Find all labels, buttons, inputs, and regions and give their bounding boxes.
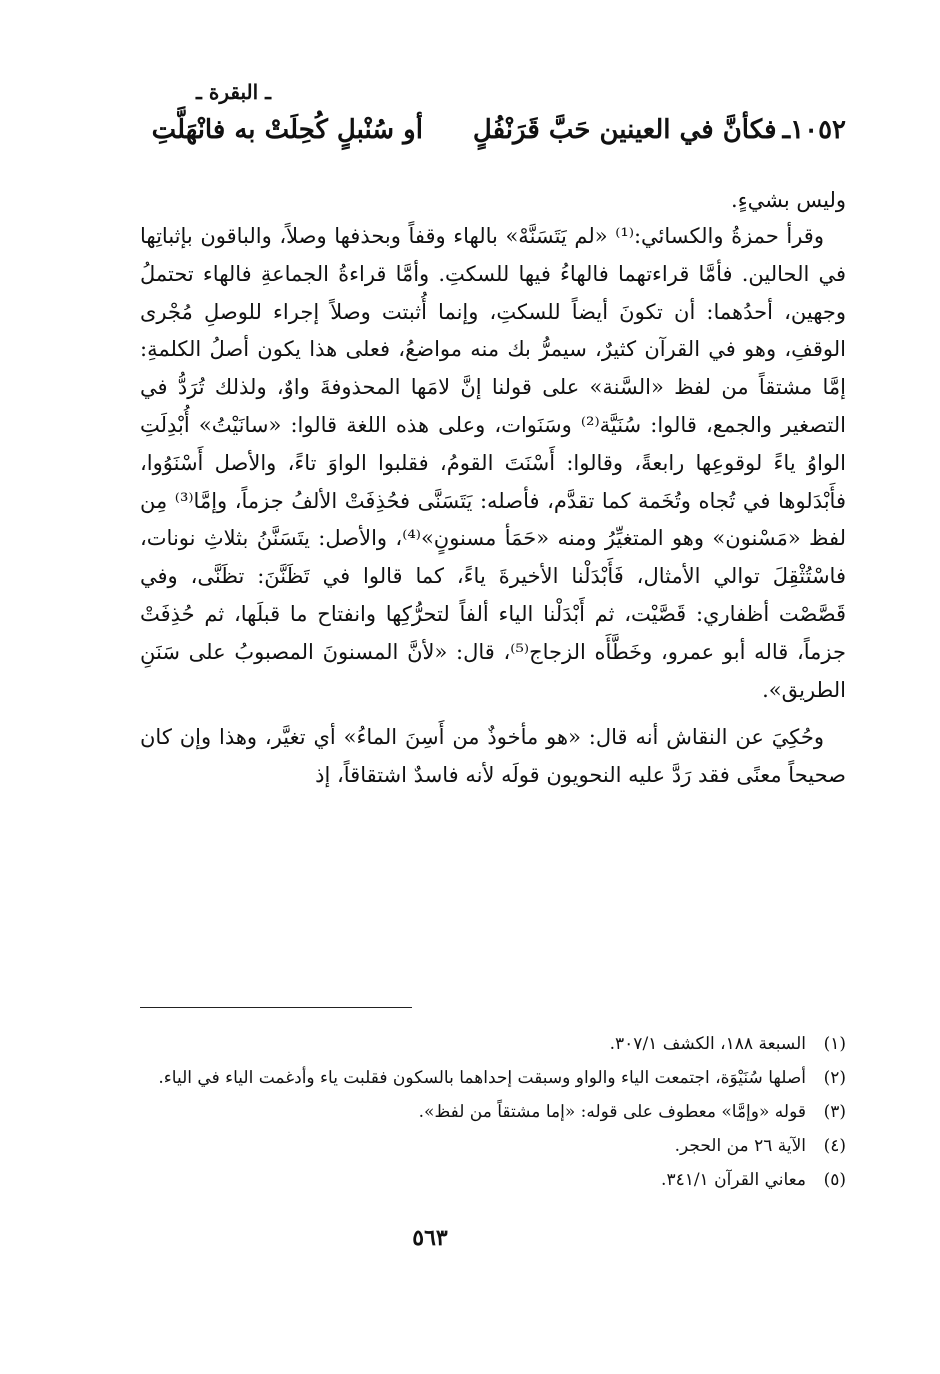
footnote bbox=[140, 1095, 846, 1129]
footnote-divider bbox=[140, 1007, 412, 1008]
footnote bbox=[140, 1027, 846, 1061]
main-text bbox=[140, 218, 846, 795]
verse-number: ١٠٥٢ـ bbox=[782, 115, 846, 145]
paragraph-2: وحُكِيَ عن النقاش أنه قال: «هو مأخوذٌ من أَسِنَ الماءُ» أي تغيَّر، وهذا وإن كان صحيحاً معنًى فقد رَدَّ عليه النحويون قولَه لأنه فاسدٌ اشتقاقاً، إذ bbox=[140, 725, 846, 788]
running-head: ـ البقرة ـ bbox=[196, 80, 271, 104]
footnote-text: قوله «وإمَّا» معطوف على قوله: «إما مشتقاً من لفظ». bbox=[418, 1102, 806, 1122]
page-number: ٥٦٣ bbox=[412, 1225, 448, 1251]
footnote-mark: (٣) bbox=[823, 1102, 846, 1122]
footnote-text: الآية ٢٦ من الحجر. bbox=[674, 1136, 806, 1156]
poetry-verse bbox=[126, 115, 846, 145]
footnote-mark: (٥) bbox=[823, 1170, 846, 1190]
footnote-mark: (٤) bbox=[823, 1136, 846, 1156]
footnote-text: السبعة ١٨٨، الكشف ٣٠٧/١. bbox=[609, 1034, 806, 1054]
footnote bbox=[140, 1129, 846, 1163]
footnotes bbox=[140, 1027, 846, 1197]
verse-hemistich-first: فكأنَّ في العينين حَبَّ قَرَنْفُلٍ bbox=[472, 115, 777, 145]
verse-continuation: وليس بشيءٍ. bbox=[731, 188, 846, 212]
footnote bbox=[140, 1061, 846, 1095]
paragraph-1: وقرأ حمزةُ والكسائي:⁽¹⁾ «لم يَتَسَنَّهْ» بالهاء وقفاً وبحذفها وصلاً، والباقون بإثباتِها في الحالين. فأمَّا قراءتهما فالهاءُ فيها للسكتِ. وأمَّا قراءةُ الجماعةِ فالهاء تحتملُ وجهين، أحدُهما: أن تكونَ أيضاً للسكتِ، وإنما أُثبتت وصلاً إجراء للوصلِ مُجْرى الوقفِ، وهو في القرآن كثيرٌ، سيمرُّ بك منه مواضعُ، فعلى هذا يكون أصلُ الكلمةِ: إمَّا مشتقاً من لفظ «السَّنة» على قولنا إنَّ لامَها المحذوفةَ واوٌ، ولذلك تُرَدُّ في التصغير والجمع، قالوا: سُنَيَّة⁽²⁾ وسَنَوات، وعلى هذه اللغة قالوا: «سانَيْتُ» أُبْدِلَتِ الواوُ ياءً لوقوعِها رابعةً، وقالوا: أَسْنَتَ القومُ، فقلبوا الواوَ تاءً، والأصل أَسْنَوُوا، فأَبْدَلوها في تُجاه وتُخَمة كما تقدَّم، فأصله: يَتَسَنَّى فحُذِفَتْ الألفُ جزماً، وإمَّا⁽³⁾ مِن لفظ «مَسْنون» وهو المتغيِّرُ ومنه «حَمَأ مسنونٍ»⁽⁴⁾، والأصل: يتَسَنَّنُ بثلاثِ نونات، فاسْتُثْقِلَ توالي الأمثال، فَأَبْدَلْنا الأخيرةَ ياءً، كما قالوا في تَظَنَّنَ: تظَنَّى، وفي قَصَّصْت أظفاري: قَصَّيْت، ثم أَبْدَلْنا الياء ألفاً لتحرُّكِها وانفتاح ما قبلَها، ثم حُذِفَتْ جزماً، قاله أبو عمرو، وخَطَّأَه الزجاج⁽⁵⁾، قال: «لأنَّ المسنونَ المصبوبُ على سَنَنِ الطريق». bbox=[140, 224, 847, 702]
footnote-text: أصلها سُنَيْوَة، اجتمعت الياء والواو وسبقت إحداهما بالسكون فقلبت ياء وأدغمت الياء في الياء. bbox=[158, 1068, 806, 1088]
footnote-text: معاني القرآن ٣٤١/١. bbox=[661, 1170, 806, 1190]
footnote-mark: (١) bbox=[823, 1034, 846, 1054]
book-page bbox=[140, 70, 846, 1370]
footnote-mark: (٢) bbox=[823, 1068, 846, 1088]
footnote bbox=[140, 1163, 846, 1197]
verse-hemistich-second: أو سُنْبلٍ كُحِلَتْ به فانْهَلَّتِ bbox=[151, 115, 423, 145]
